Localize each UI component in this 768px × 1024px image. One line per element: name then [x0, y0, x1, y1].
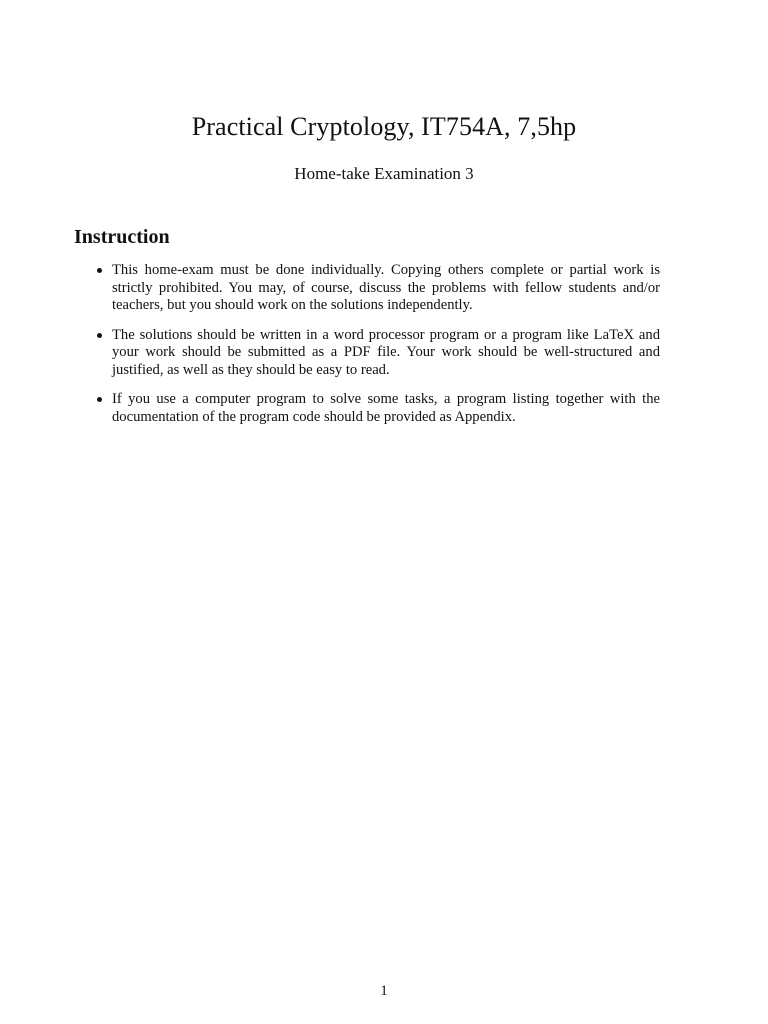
instruction-item-text: The solutions should be written in a word processor program or a program like LaTeX and your work should be submitted as a PDF file. Your work should be well-structured and justified, as well as they should be easy to read. — [112, 326, 660, 378]
document-subtitle: Home-take Examination 3 — [294, 164, 474, 183]
instruction-item — [94, 327, 660, 380]
page-number: 1 — [380, 983, 388, 999]
bullet-icon — [97, 333, 102, 338]
document-title: Practical Cryptology, IT754A, 7,5hp — [191, 112, 577, 141]
instruction-item — [94, 391, 660, 426]
bullet-icon — [97, 268, 102, 273]
instruction-item-text: If you use a computer program to solve some tasks, a program listing together with the documentation of the program code should be provided as Appendix. — [112, 391, 660, 425]
instruction-item-text: This home-exam must be done individually. Copying others complete or partial work is strictly prohibited. You may, of course, discuss the problems with fellow students and/or teachers, but you should work on the solutions independently. — [112, 262, 660, 313]
instruction-list — [94, 262, 660, 438]
bullet-icon — [97, 397, 102, 402]
section-heading-instruction: Instruction — [74, 226, 170, 248]
instruction-item — [94, 262, 660, 315]
